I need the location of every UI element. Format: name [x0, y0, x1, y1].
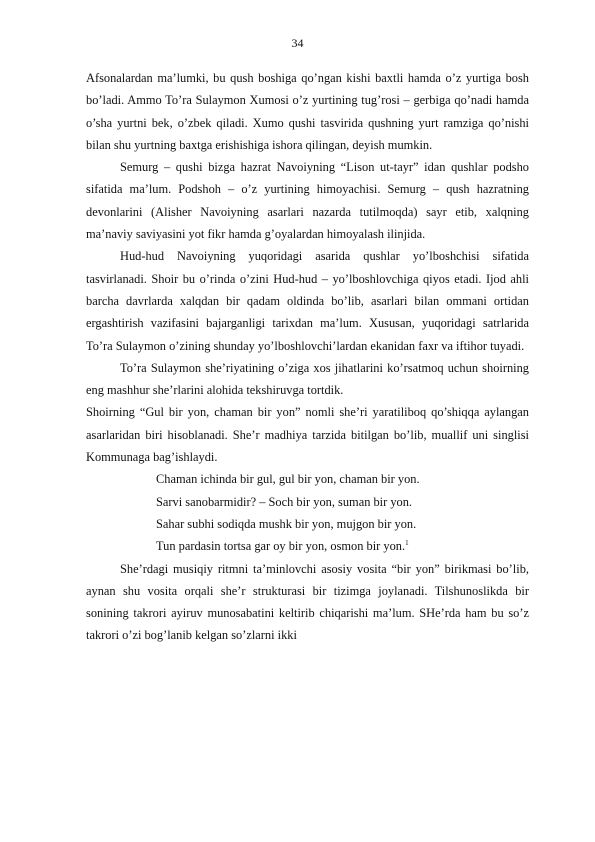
paragraph-poetry-intro: To’ra Sulaymon she’riyatining o’ziga xos jihatlarini ko’rsatmoq uchun shoirning eng mashhur she’rlarini alohida tekshiruvga tortdik.	[86, 360, 529, 398]
poem-line: Sahar subhi sodiqda mushk bir yon, mujgon bir yon.	[156, 516, 417, 531]
paragraph-hudhud: Hud-hud Navoiyning yuqoridagi asarida qushlar yo’lboshchisi sifatida tasvirlanadi. Shoir bu o’rinda o’zini Hud-hud – yo’lboshlovchiga qiyos etadi. Ijod ahli barcha davrlarda xalqdan bir qadam oldinda bo’lib, asarlari bilan ommani ortidan ergashtirish vazifasini bajarganligi tarixdan ma’lum. Xususan, yuqoridagi satrlarida To’ra Sulaymon o’zining shunday yo’lboshlovchi’lardan ekanidan faxr va iftihor tuyadi.	[86, 249, 529, 353]
footnote-marker[interactable]: 1	[405, 539, 409, 548]
paragraph-analysis: She’rdagi musiqiy ritmni ta’minlovchi asosiy vosita “bir yon” birikmasi bo’lib, aynan shu vosita orqali she’r strukturasi bir tizimga joylanadi. Tilshunoslikda bir sonining takrori ayiruv munosabatini keltirib chiqarishi ma’lum. SHe’rda ham bu so’z takrori o’zi bog’lanib kelgan so’zlarni ikki	[86, 561, 529, 643]
paragraph-semurg: Semurg – qushi bizga hazrat Navoiyning “Lison ut-tayr” idan qushlar podsho sifatida ma’lum. Podshoh – o’z yurtining himoyachisi. Semurg – qush hazratning devonlarini (Alisher Navoiyning asarlari nazarda tutilmoqda) sayr etib, xalqning ma’naviy saviyasini yot fikr hamda g’oyalardan himoyalash ilinjida.	[86, 160, 529, 242]
paragraph-humo: Afsonalardan ma’lumki, bu qush boshiga qo’ngan kishi baxtli hamda o’z yurtiga bosh bo’ladi. Ammo To’ra Sulaymon Xumosi o’z yurtining tug’rosi – gerbiga qo’nadi hamda o’sha yurtni bek, o’zbek qiladi. Xumo qushi tasvirida qushning yurt ramziga qo’nishi bilan shu yurtning baxtga erishishiga ishora qilingan, deyish mumkin.	[86, 71, 529, 152]
poem-line-text: Tun pardasin tortsa gar oy bir yon, osmon bir yon.	[156, 539, 406, 554]
paragraph-gul-bir-yon: Shoirning “Gul bir yon, chaman bir yon” nomli she’ri yaratiliboq qo’shiqqa aylangan asarlaridan biri hisoblanadi. She’r madhiya tarzida bitilgan bo’lib, muallif uni singlisi Kommunaga bag’ishlaydi.	[86, 405, 529, 465]
poem-quote	[86, 468, 529, 557]
poem-line	[156, 535, 529, 557]
poem-line: Chaman ichinda bir gul, gul bir yon, chaman bir yon.	[156, 472, 420, 487]
page-number: 34	[291, 36, 304, 50]
poem-line: Sarvi sanobarmidir? – Soch bir yon, suman bir yon.	[156, 494, 413, 509]
page-body	[86, 67, 529, 647]
